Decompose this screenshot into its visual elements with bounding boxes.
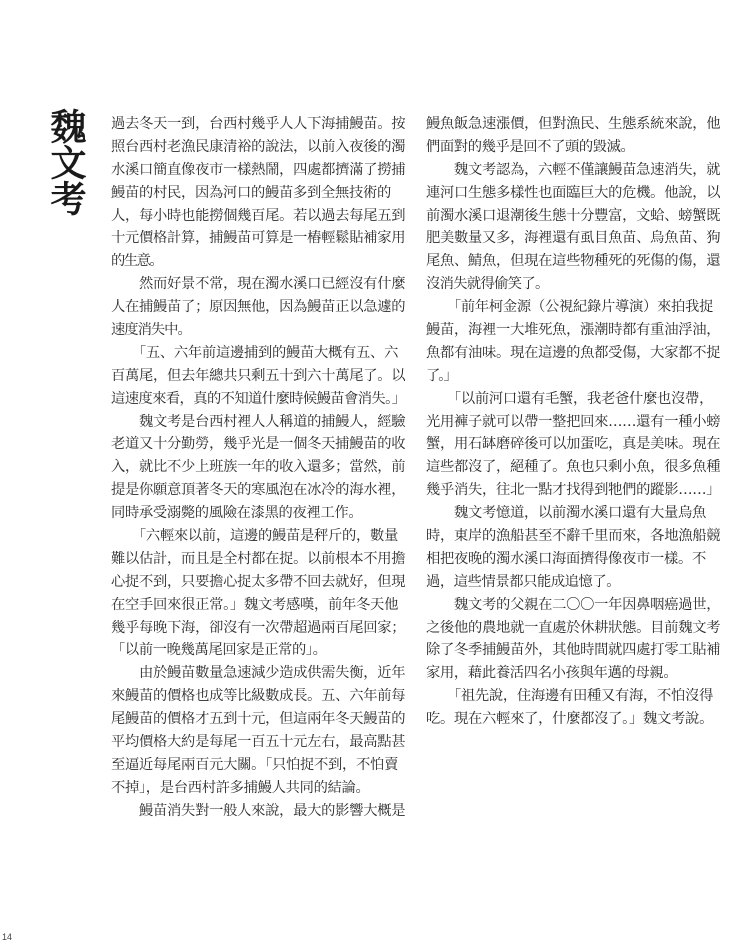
text-line: 肥美數量又多，海裡還有虱目魚苗、烏魚苗、狗 xyxy=(426,230,721,247)
text-line: 家用，藉此養活四名小孩與年邁的母親。 xyxy=(426,665,678,682)
text-line: 除了冬季捕鰻苗外，其他時間就四處打零工貼補 xyxy=(426,642,721,659)
text-line: 鰻苗，海裡一大堆死魚，漲潮時都有重油浮油， xyxy=(426,322,721,339)
text-line: 尾鰻苗的價格才五到十元，但這兩年冬天鰻苗的 xyxy=(111,711,406,728)
text-line: 平均價格大約是每尾一百五十元左右，最高點甚 xyxy=(111,734,406,751)
text-line: 連河口生態多樣性也面臨巨大的危機。他說，以 xyxy=(426,184,721,201)
text-line: 老道又十分勤勞，幾乎光是一個冬天捕鰻苗的收 xyxy=(111,436,406,453)
text-line: 「六輕來以前，這邊的鰻苗是秤斤的，數量 xyxy=(111,528,399,545)
text-line: 吃。現在六輕來了，什麼都沒了。」魏文考說。 xyxy=(426,711,714,728)
text-line: 前濁水溪口退潮後生態十分豐富，文蛤、螃蟹既 xyxy=(426,207,721,224)
text-line: 魏文考的父親在二〇〇一年因鼻咽癌過世， xyxy=(426,596,721,613)
text-line: 同時承受溺斃的風險在漆黑的夜裡工作。 xyxy=(111,505,363,522)
text-line: 十元價格計算，捕鰻苗可算是一樁輕鬆貼補家用 xyxy=(111,230,406,247)
text-line: 相把夜晚的濁水溪口海面擠得像夜市一樣。不 xyxy=(426,550,706,567)
text-line: 難以估計，而且是全村都在捉。以前根本不用擔 xyxy=(111,550,406,567)
text-line: 之後他的農地就一直處於休耕狀態。目前魏文考 xyxy=(426,619,721,636)
text-line: 入，就比不少上班族一年的收入還多；當然，前 xyxy=(111,459,406,476)
text-line: 「祖先說，住海邊有田種又有海，不怕沒得 xyxy=(426,688,714,705)
text-line: 不掉」，是台西村許多捕鰻人共同的結論。 xyxy=(111,779,370,796)
text-line: 鰻苗消失對一般人來說，最大的影響大概是 xyxy=(111,802,406,819)
text-line: 沒消失就得偷笑了。 xyxy=(426,276,549,293)
text-line: 來鰻苗的價格也成等比級數成長。五、六年前每 xyxy=(111,688,406,705)
text-line: 了。」 xyxy=(426,367,456,384)
text-line: 魚都有油味。現在這邊的魚都受傷，大家都不捉 xyxy=(426,344,721,361)
text-line: 至逼近每尾兩百元大關。「只怕捉不到，不怕賣 xyxy=(111,756,399,773)
text-line: 心捉不到，只要擔心捉太多帶不回去就好，但現 xyxy=(111,573,406,590)
text-line: 照台西村老漁民康清裕的說法，以前入夜後的濁 xyxy=(111,138,406,155)
text-line: 在空手回來很正常。」魏文考感嘆，前年冬天他 xyxy=(111,596,399,613)
text-line: 尾魚、鯖魚，但現在這些物種死的死傷的傷，還 xyxy=(426,253,721,270)
text-line: 魏文考是台西村裡人人稱道的捕鰻人，經驗 xyxy=(111,413,406,430)
text-line: 這速度來看，真的不知道什麼時候鰻苗會消失。」 xyxy=(111,390,406,407)
text-line: 提是你願意頂著冬天的寒風泡在冰冷的海水裡， xyxy=(111,482,406,499)
text-line: 人在捕鰻苗了；原因無他，因為鰻苗正以急遽的 xyxy=(111,299,406,316)
text-line: 幾乎消失，往北一點才找得到牠們的蹤影……」 xyxy=(426,482,721,499)
left-text-column xyxy=(111,113,411,823)
right-text-column xyxy=(426,113,726,731)
text-line: 「前年柯金源（公視紀錄片導演）來拍我捉 xyxy=(426,299,714,316)
text-line: 這些都沒了，絕種了。魚也只剩小魚，很多魚種 xyxy=(426,459,721,476)
text-line: 蟹，用石缽磨碎後可以加蛋吃，真是美味。現在 xyxy=(426,436,721,453)
text-line: 過去冬天一到，台西村幾乎人人下海捕鰻苗。按 xyxy=(111,116,406,132)
text-line: 們面對的幾乎是回不了頭的毀滅。 xyxy=(426,138,635,155)
text-line: 光用褲子就可以帶一整把回來……還有一種小螃 xyxy=(426,413,721,430)
page-number: 14 xyxy=(2,932,13,942)
text-line: 百萬尾，但去年總共只剩五十到六十萬尾了。以 xyxy=(111,367,406,384)
article-title: 魏文考 xyxy=(45,108,87,216)
text-line: 鰻魚飯急速漲價，但對漁民、生態系統來說，他 xyxy=(426,116,721,132)
text-line: 水溪口簡直像夜市一樣熱鬧，四處都擠滿了撈捕 xyxy=(111,161,406,178)
text-line: 魏文考認為，六輕不僅讓鰻苗急速消失，就 xyxy=(426,161,721,178)
text-line: 然而好景不常，現在濁水溪口已經沒有什麼 xyxy=(111,276,406,293)
text-line: 魏文考憶道，以前濁水溪口還有大量烏魚 xyxy=(426,505,706,522)
text-line: 鰻苗的村民，因為河口的鰻苗多到全無技術的 xyxy=(111,184,391,201)
text-line: 速度消失中。 xyxy=(111,322,191,339)
text-line: 的生意。 xyxy=(111,253,163,270)
text-line: 時，東岸的漁船甚至不辭千里而來，各地漁船競 xyxy=(426,528,721,545)
text-line: 「以前河口還有毛蟹，我老爸什麼也沒帶， xyxy=(426,390,714,407)
text-line: 由於鰻苗數量急速減少造成供需失衡，近年 xyxy=(111,665,406,682)
text-line: 幾乎每晚下海，卻沒有一次帶超過兩百尾回家； xyxy=(111,619,406,636)
text-line: 過，這些情景都只能成追憶了。 xyxy=(426,573,621,590)
text-line: 「以前一晚幾萬尾回家是正常的」。 xyxy=(111,642,327,659)
text-line: 「五、六年前這邊捕到的鰻苗大概有五、六 xyxy=(111,344,399,361)
text-line: 人，每小時也能撈個幾百尾。若以過去每尾五到 xyxy=(111,207,406,224)
